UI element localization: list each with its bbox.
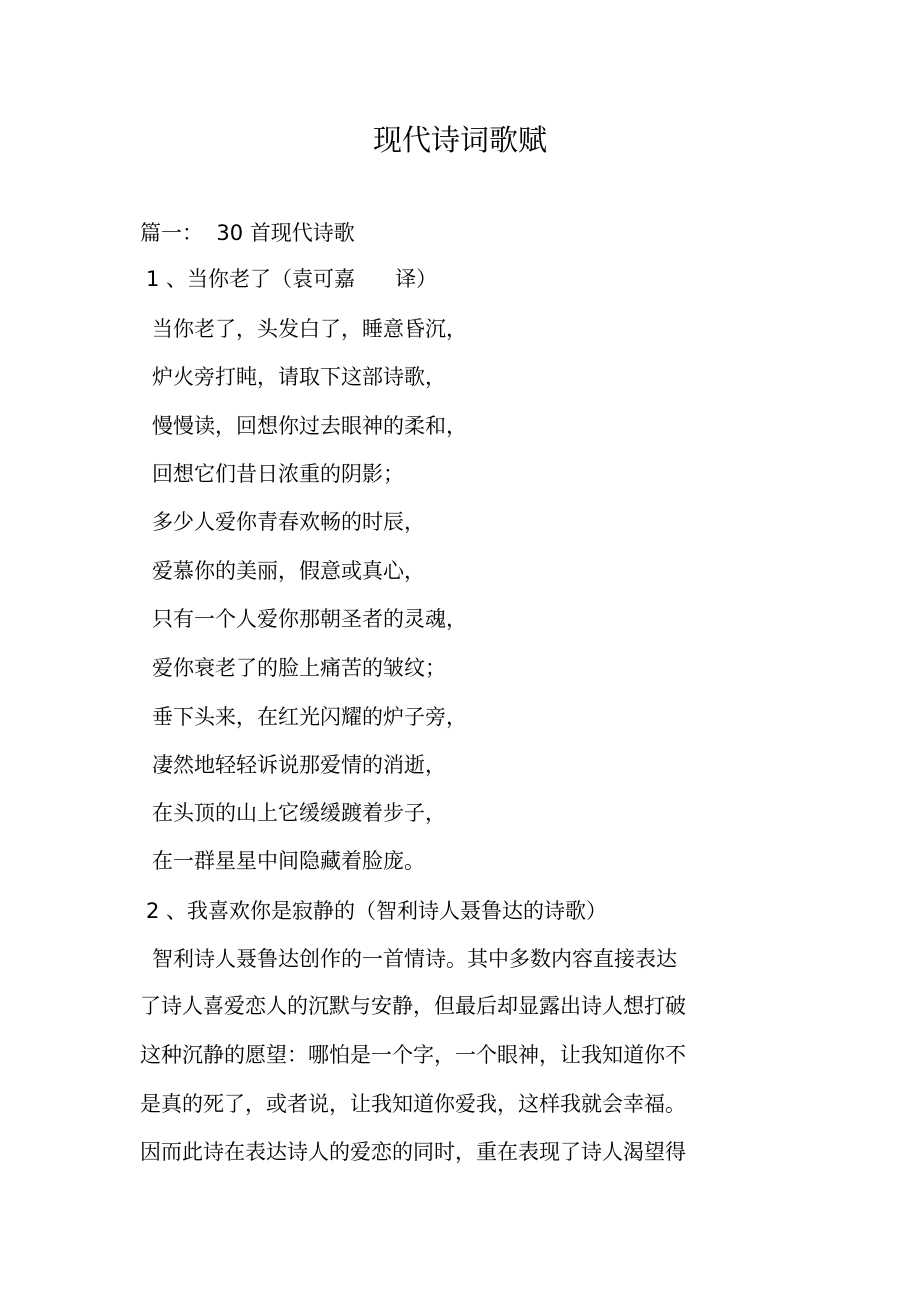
poem1-line: 当你老了，头发白了，睡意昏沉， [152,317,467,341]
paragraph-line: 这种沉静的愿望：哪怕是一个字，一个眼神，让我知道你不 [140,1043,686,1067]
poem1-line: 爱你衰老了的脸上痛苦的皱纹； [152,656,446,680]
paragraph-line: 是真的死了，或者说，让我知道你爱我，这样我就会幸福。 [140,1092,686,1116]
section-heading: 篇一： 30 首现代诗歌 [140,221,355,245]
poem1-line: 在头顶的山上它缓缓踱着步子， [152,801,446,825]
paragraph-line: 了诗人喜爱恋人的沉默与安静，但最后却显露出诗人想打破 [140,994,686,1018]
poem1-line: 慢慢读，回想你过去眼神的柔和， [152,414,467,438]
paragraph-line: 智利诗人聂鲁达创作的一首情诗。其中多数内容直接表达 [152,947,677,971]
page-title: 现代诗词歌赋 [372,123,547,157]
poem1-line: 炉火旁打盹，请取下这部诗歌， [152,365,446,389]
poem1-line: 在一群星星中间隐藏着脸庞。 [152,849,425,873]
poem1-line: 垂下头来，在红光闪耀的炉子旁， [152,705,467,729]
poem2-heading: 2 、我喜欢你是寂静的（智利诗人聂鲁达的诗歌） [146,899,608,923]
poem1-line: 凄然地轻轻诉说那爱情的消逝， [152,753,446,777]
poem1-line: 只有一个人爱你那朝圣者的灵魂， [152,607,467,631]
poem1-heading: 1 、当你老了（袁可嘉 译） [146,267,438,291]
paragraph-line: 因而此诗在表达诗人的爱恋的同时，重在表现了诗人渴望得 [140,1140,686,1164]
poem1-line: 回想它们昔日浓重的阴影； [152,462,404,486]
poem1-line: 爱慕你的美丽，假意或真心， [152,559,425,583]
poem1-line: 多少人爱你青春欢畅的时辰， [152,510,425,534]
